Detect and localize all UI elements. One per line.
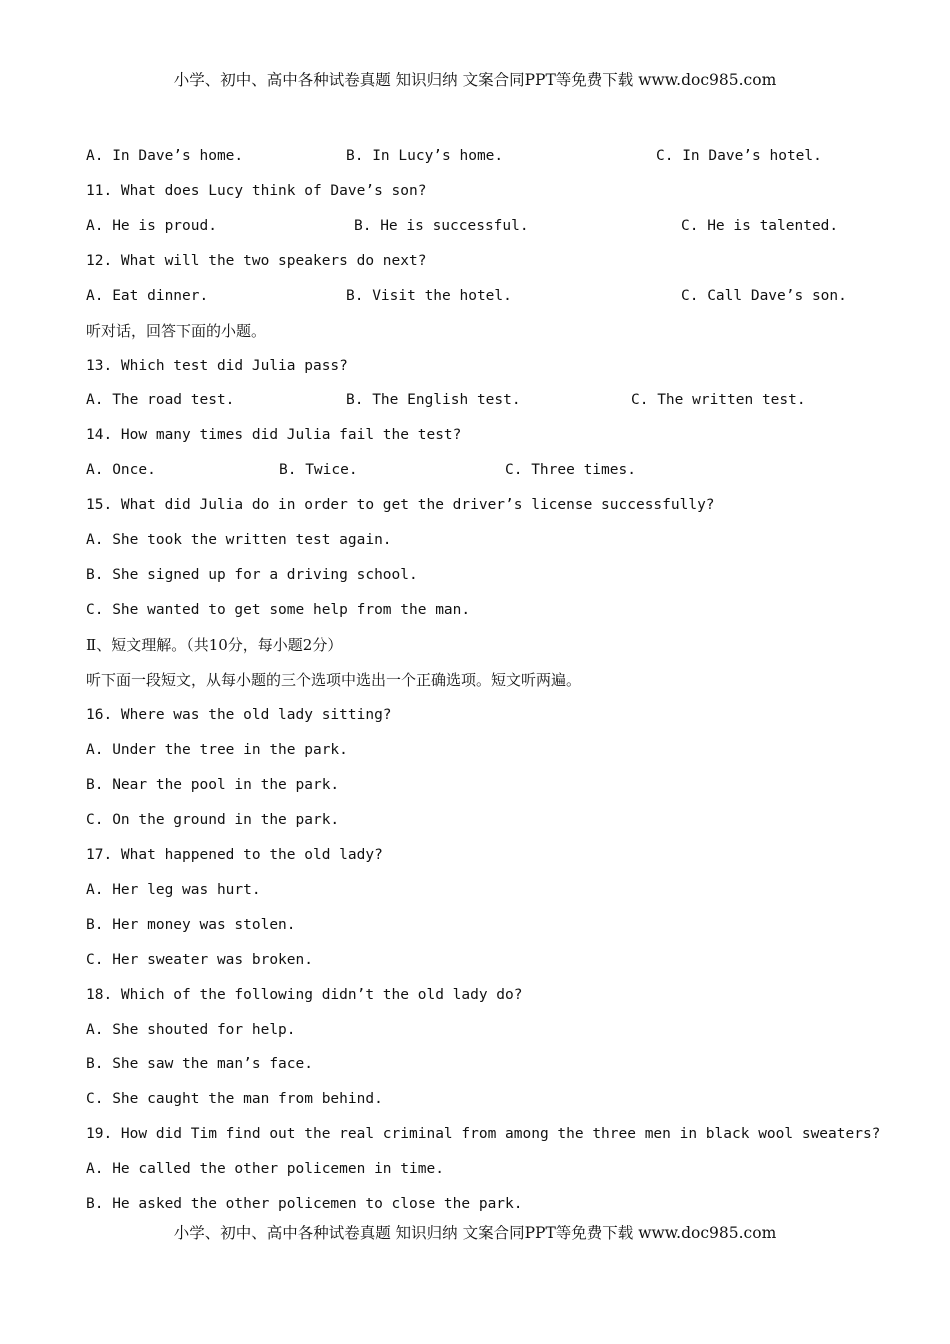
- q16-option-a: A. Under the tree in the park.: [86, 742, 348, 758]
- q11-option-a: A. He is proud.: [86, 218, 217, 234]
- q17-option-c: C. Her sweater was broken.: [86, 952, 313, 968]
- q13-option-c: C. The written test.: [631, 392, 806, 408]
- q16-question: 16. Where was the old lady sitting?: [86, 707, 392, 723]
- q10-option-c: C. In Dave’s hotel.: [656, 148, 822, 164]
- q11-option-c: C. He is talented.: [681, 218, 839, 234]
- q19-option-b: B. He asked the other policemen to close the park.: [86, 1196, 523, 1212]
- q11-option-b: B. He is successful.: [354, 218, 529, 234]
- q19-option-a: A. He called the other policemen in time.: [86, 1161, 444, 1177]
- q12-option-a: A. Eat dinner.: [86, 288, 209, 304]
- q18-option-b: B. She saw the man’s face.: [86, 1056, 313, 1072]
- q15-option-c: C. She wanted to get some help from the man.: [86, 602, 471, 618]
- q10-option-a: A. In Dave’s home.: [86, 148, 244, 164]
- q16-option-b: B. Near the pool in the park.: [86, 777, 340, 793]
- instruction-dialogue: 听对话，回答下面的小题。: [86, 322, 267, 340]
- q12-option-c: C. Call Dave’s son.: [681, 288, 847, 304]
- page-header: 小学、初中、高中各种试卷真题 知识归纳 文案合同PPT等免费下载 www.doc985.com: [173, 71, 777, 89]
- q15-option-a: A. She took the written test again.: [86, 532, 392, 548]
- q13-option-a: A. The road test.: [86, 392, 235, 408]
- q17-option-b: B. Her money was stolen.: [86, 917, 296, 933]
- q15-option-b: B. She signed up for a driving school.: [86, 567, 418, 583]
- q14-option-b: B. Twice.: [279, 462, 358, 478]
- page-footer: 小学、初中、高中各种试卷真题 知识归纳 文案合同PPT等免费下载 www.doc985.com: [173, 1224, 777, 1242]
- q14-question: 14. How many times did Julia fail the test?: [86, 427, 462, 443]
- q14-option-a: A. Once.: [86, 462, 156, 478]
- q13-option-b: B. The English test.: [346, 392, 521, 408]
- q11-question: 11. What does Lucy think of Dave’s son?: [86, 183, 427, 199]
- q18-option-c: C. She caught the man from behind.: [86, 1091, 383, 1107]
- q12-option-b: B. Visit the hotel.: [346, 288, 512, 304]
- q17-question: 17. What happened to the old lady?: [86, 847, 383, 863]
- q14-option-c: C. Three times.: [505, 462, 636, 478]
- q18-question: 18. Which of the following didn’t the old lady do?: [86, 987, 523, 1003]
- section2-instruction: 听下面一段短文，从每小题的三个选项中选出一个正确选项。短文听两遍。: [86, 671, 582, 689]
- q10-option-b: B. In Lucy’s home.: [346, 148, 504, 164]
- q17-option-a: A. Her leg was hurt.: [86, 882, 261, 898]
- q18-option-a: A. She shouted for help.: [86, 1022, 296, 1038]
- q16-option-c: C. On the ground in the park.: [86, 812, 340, 828]
- q15-question: 15. What did Julia do in order to get the driver’s license successfully?: [86, 497, 715, 513]
- q12-question: 12. What will the two speakers do next?: [86, 253, 427, 269]
- q13-question: 13. Which test did Julia pass?: [86, 358, 348, 374]
- section2-title: Ⅱ、短文理解。（共10分，每小题2分）: [86, 636, 343, 654]
- q19-question: 19. How did Tim find out the real criminal from among the three men in black wool sweaters?: [86, 1126, 881, 1142]
